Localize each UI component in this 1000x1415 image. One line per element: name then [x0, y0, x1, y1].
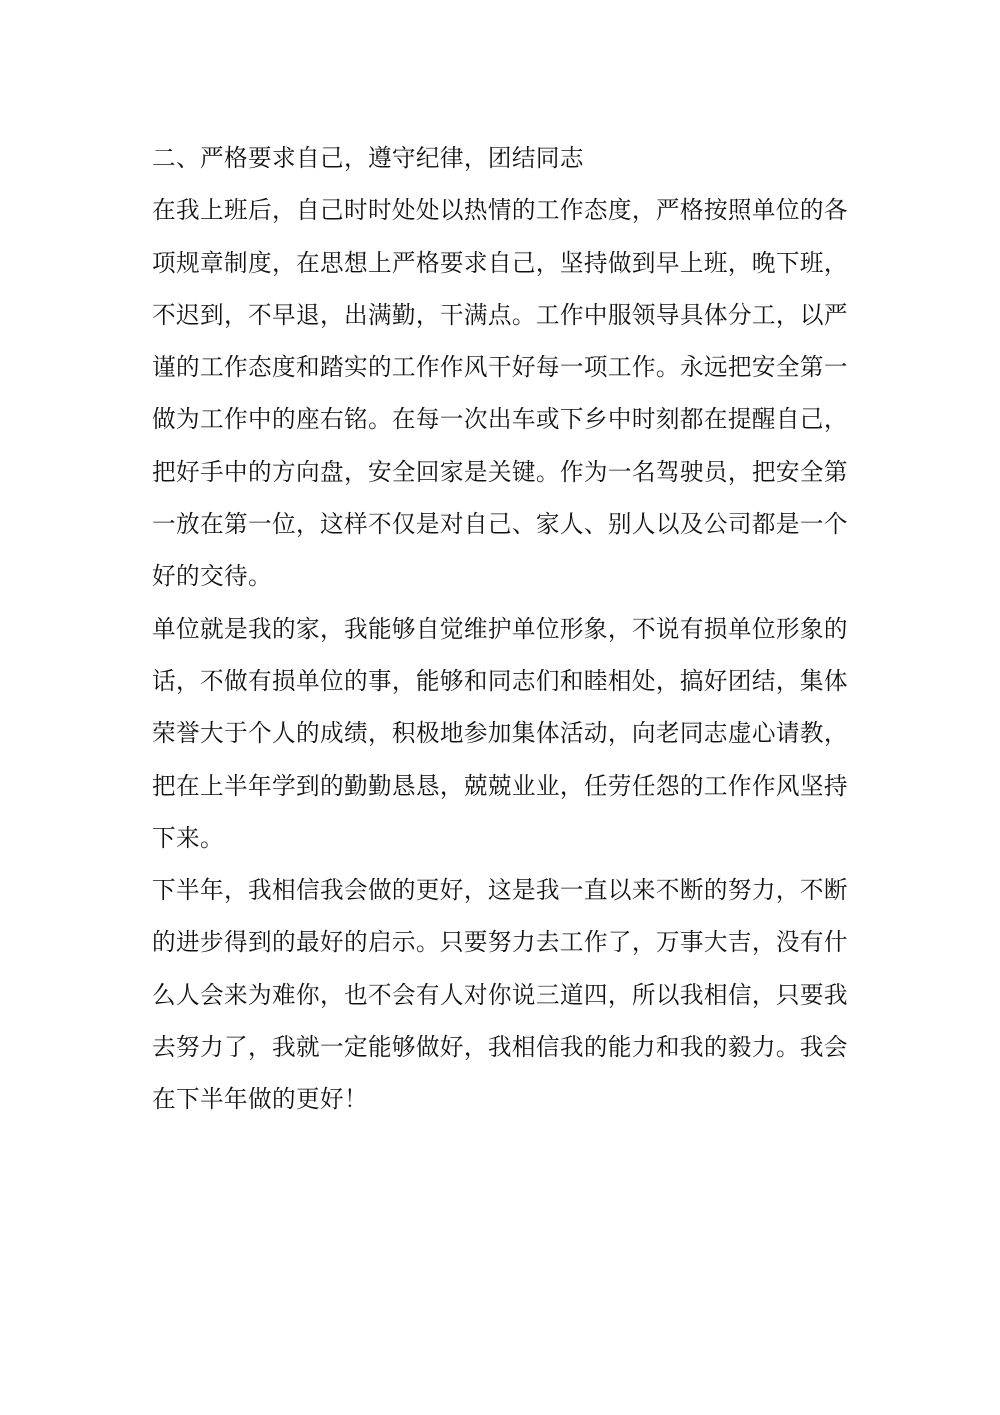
heading-text: 二、严格要求自己，遵守纪律，团结同志 — [152, 144, 584, 172]
text-line: 单位就是我的家，我能够自觉维护单位形象，不说有损单位形象的 — [152, 614, 848, 643]
text-line: 做为工作中的座右铭。在每一次出车或下乡中时刻都在提醒自己， — [152, 405, 848, 434]
paragraph-3 — [152, 872, 852, 1133]
text-line: 的进步得到的最好的启示。只要努力去工作了，万事大吉，没有什 — [152, 928, 848, 957]
paragraph-2 — [152, 611, 852, 872]
text-line: 把在上半年学到的勤勤恳恳，兢兢业业，任劳任怨的工作作风坚持 — [152, 771, 848, 800]
document-page — [152, 140, 852, 1134]
text-line: 一放在第一位，这样不仅是对自己、家人、别人以及公司都是一个 — [152, 510, 848, 539]
text-line: 荣誉大于个人的成绩，积极地参加集体活动，向老同志虚心请教， — [152, 719, 848, 748]
text-line: 话，不做有损单位的事，能够和同志们和睦相处，搞好团结，集体 — [152, 666, 848, 695]
text-line: 把好手中的方向盘，安全回家是关键。作为一名驾驶员，把安全第 — [152, 457, 848, 486]
text-line: 项规章制度，在思想上严格要求自己，坚持做到早上班，晚下班， — [152, 248, 848, 277]
section-heading — [152, 140, 852, 192]
text-line: 好的交待。 — [152, 562, 272, 591]
text-line: 不迟到，不早退，出满勤，干满点。工作中服领导具体分工，以严 — [152, 300, 848, 329]
text-line: 在下半年做的更好！ — [152, 1085, 368, 1114]
text-line: 谨的工作态度和踏实的工作作风干好每一项工作。永远把安全第一 — [152, 353, 848, 382]
text-line: 去努力了，我就一定能够做好，我相信我的能力和我的毅力。我会 — [152, 1033, 848, 1062]
text-line: 下来。 — [152, 823, 224, 852]
paragraph-1 — [152, 192, 852, 610]
text-line: 么人会来为难你，也不会有人对你说三道四，所以我相信，只要我 — [152, 980, 848, 1009]
text-line: 在我上班后，自己时时处处以热情的工作态度，严格按照单位的各 — [152, 196, 848, 225]
text-line: 下半年，我相信我会做的更好，这是我一直以来不断的努力，不断 — [152, 876, 848, 905]
